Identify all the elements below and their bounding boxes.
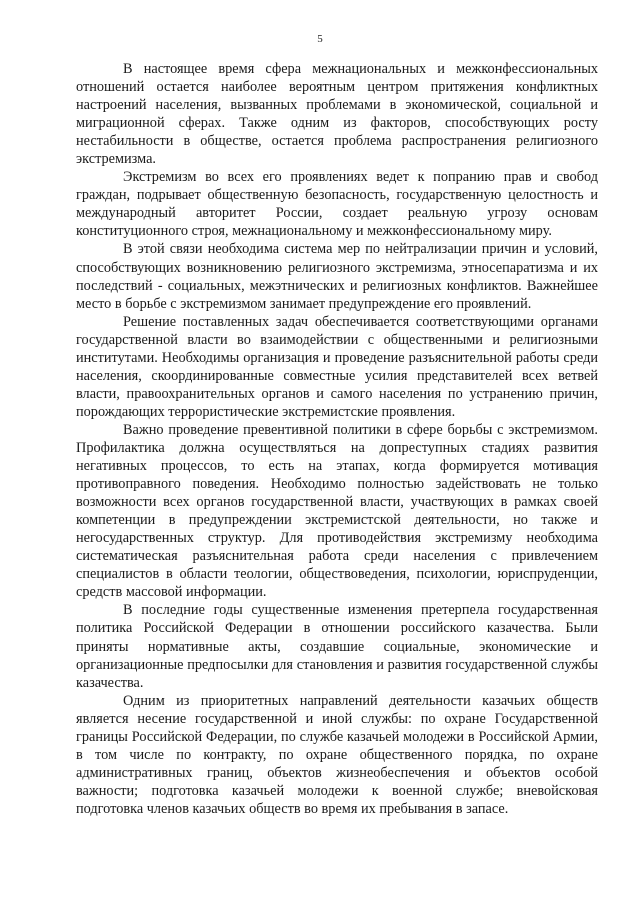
paragraph-cossack-service: Одним из приоритетных направлений деятельности казачьих обществ является несение государственной и иной службы: по охране Государственной границы Российской Федерации, по службе казачьей молодежи в Российской Армии, в том числе по контракту, по охране общественного порядка, по охране административных границ, объектов жизнеобеспечения и объектов особой важности; подготовка казачьей молодежи к военной службе; вневойсковая подготовка членов казачьих обществ во время их пребывания в запасе. xyxy=(76,692,598,817)
paragraph-state-authorities: Решение поставленных задач обеспечивается соответствующими органами государственной власти во взаимодействии с общественными и религиозными институтами. Необходимы организация и проведение разъяснительной работы среди населения, скоординированные совместные усилия представителей всех ветвей власти, правоохранительных органов и самого населения по устранению причин, порождающих террористические экстремистские проявления. xyxy=(76,313,598,420)
paragraph-extremism-threat: Экстремизм во всех его проявлениях ведет к попранию прав и свобод граждан, подрывает общественную безопасность, государственную целостность и международный авторитет России, создает реальную угрозу основам конституционного строя, межнациональному и межконфессиональному миру. xyxy=(76,169,598,240)
page-number: 5 xyxy=(317,33,323,45)
paragraph-system-of-measures: В этой связи необходима система мер по нейтрализации причин и условий, способствующих возникновению религиозного экстремизма, этносепаратизма и их последствий - социальных, межэтнических и религиозных конфликтов. Важнейшее место в борьбе с экстремизмом занимает предупреждение его проявлений. xyxy=(76,241,598,312)
paragraph-preventive-policy: Важно проведение превентивной политики в сфере борьбы с экстремизмом. Профилактика должна осуществляться на допреступных стадиях развития негативных процессов, то есть на этапах, когда формируется мотивация противоправного поведения. Необходимо полностью задействовать не только возможности всех органов государственной власти, участвующих в рамках своей компетенции в предупреждении экстремистской деятельности, но также и негосударственных структур. Для противодействия экстремизму необходима систематическая разъяснительная работа среди населения с привлечением специалистов в области теологии, обществоведения, психологии, юриспруденции, средств массовой информации. xyxy=(76,421,598,601)
paragraph-cossack-policy: В последние годы существенные изменения претерпела государственная политика Российской Федерации в отношении российского казачества. Были приняты нормативные акты, создавшие социальные, экономические и организационные предпосылки для становления и развития государственной службы казачества. xyxy=(76,602,598,691)
document-body xyxy=(76,60,598,818)
paragraph-interethnic-relations: В настоящее время сфера межнациональных и межконфессиональных отношений остается наиболее вероятным центром притяжения конфликтных настроений населения, вызванных проблемами в экономической, социальной и миграционной сферах. Также одним из факторов, способствующих росту нестабильности в обществе, остается проблема распространения религиозного экстремизма. xyxy=(76,61,598,168)
